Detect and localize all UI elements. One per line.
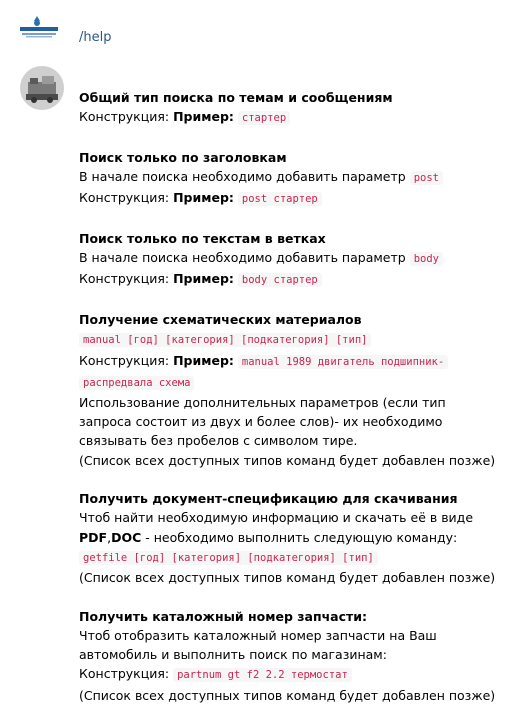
command-text: /help xyxy=(79,30,112,45)
param-code[interactable]: post xyxy=(410,171,443,185)
construction-line: Конструкция: partnum gt f2 2.2 термостат xyxy=(79,664,515,685)
example-code[interactable]: стартер xyxy=(238,111,290,125)
section-title: Получить каталожный номер запчасти: xyxy=(79,608,368,624)
section-general-search xyxy=(79,88,515,128)
description-line: запроса состоит из двух и более слов)- их необходимо xyxy=(79,414,443,430)
construction-line-cont xyxy=(79,372,515,393)
description-line: Использование дополнительных параметров (если тип xyxy=(79,394,446,410)
section-title: Поиск только по заголовкам xyxy=(79,149,287,165)
bot-avatar[interactable] xyxy=(20,66,64,110)
syntax-code[interactable]: getfile [год] [категория] [подкатегория] [тип] xyxy=(79,551,378,565)
section-title-search xyxy=(79,148,515,210)
example-code[interactable]: body стартер xyxy=(238,273,322,287)
section-body-search xyxy=(79,229,515,291)
help-content xyxy=(79,88,515,724)
syntax-line xyxy=(79,547,515,568)
note-line: (Список всех доступных типов команд будет добавлен позже) xyxy=(79,687,496,703)
note-line: (Список всех доступных типов команд будет добавлен позже) xyxy=(79,570,496,586)
syntax-line xyxy=(79,329,515,350)
section-partnum xyxy=(79,607,515,705)
section-manual xyxy=(79,310,515,470)
description-line: автомобиль и выполнить поиск по магазинам: xyxy=(79,647,387,663)
section-title: Получить документ-спецификацию для скачивания xyxy=(79,491,458,507)
description-line: PDF,DOC - необходимо выполнить следующую команду: xyxy=(79,529,458,545)
example-code-cont[interactable]: распредвала схема xyxy=(79,376,194,390)
note-line: (Список всех доступных типов команд будет добавлен позже) xyxy=(79,452,496,468)
example-code[interactable]: partnum gt f2 2.2 термостат xyxy=(173,668,352,682)
construction-line: Конструкция: Пример: body стартер xyxy=(79,269,515,290)
param-code[interactable]: body xyxy=(410,252,443,266)
construction-line: Конструкция: Пример: manual 1989 двигатель подшипник- xyxy=(79,351,515,372)
section-title: Получение схематических материалов xyxy=(79,312,362,328)
construction-line: Конструкция: Пример: post стартер xyxy=(79,188,515,209)
description-line: В начале поиска необходимо добавить параметр body xyxy=(79,248,515,269)
section-title: Общий тип поиска по темам и сообщениям xyxy=(79,90,393,105)
description-line: Чтоб отобразить каталожный номер запчасти на Ваш xyxy=(79,627,437,643)
description-line: связывать без пробелов с символом тире. xyxy=(79,433,358,449)
example-code[interactable]: manual 1989 двигатель подшипник- xyxy=(238,355,448,369)
description-line: В начале поиска необходимо добавить параметр post xyxy=(79,167,515,188)
section-getfile xyxy=(79,489,515,587)
example-code[interactable]: post стартер xyxy=(238,192,322,206)
construction-line: Конструкция: Пример: стартер xyxy=(79,107,515,128)
syntax-code[interactable]: manual [год] [категория] [подкатегория] [тип] xyxy=(79,333,371,347)
section-title: Поиск только по текстам в ветках xyxy=(79,231,326,247)
description-line: Чтоб найти необходимую информацию и скачать её в виде xyxy=(79,510,474,526)
user-avatar[interactable] xyxy=(18,14,60,40)
